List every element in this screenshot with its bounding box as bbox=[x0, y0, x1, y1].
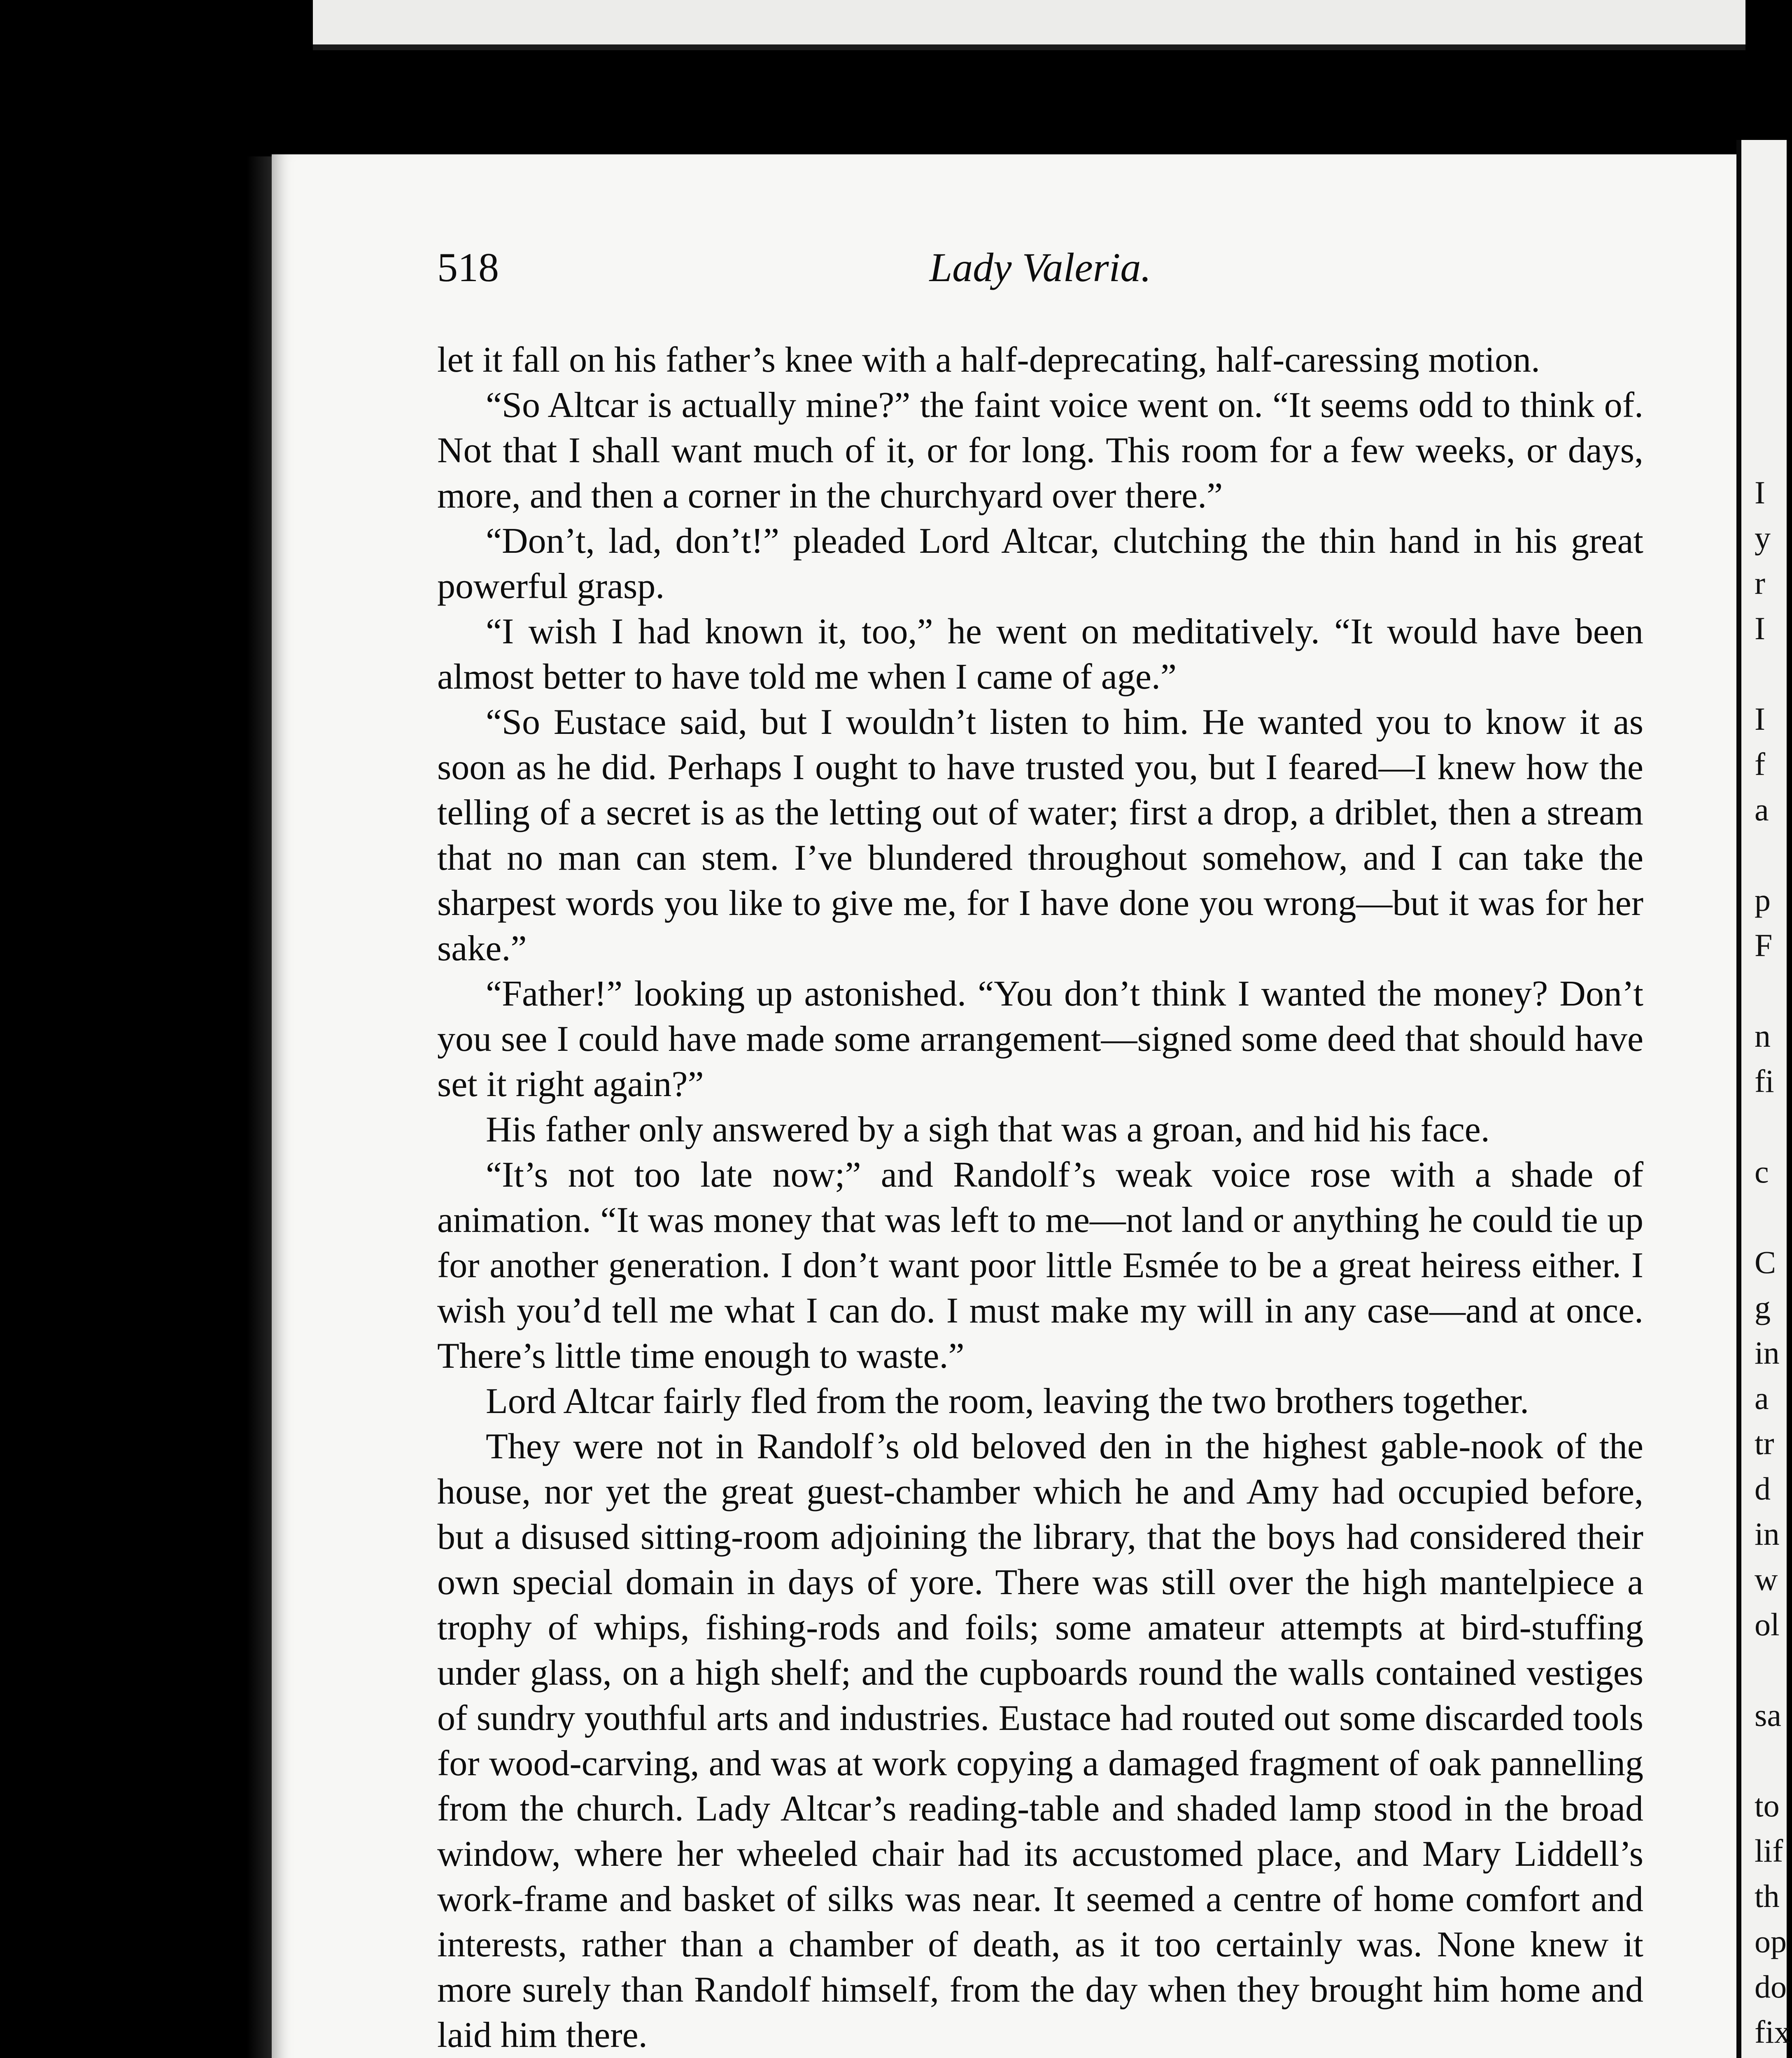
page-edge-top bbox=[313, 44, 1745, 50]
facing-page-fragment: p bbox=[1755, 882, 1771, 918]
facing-page-fragment: I bbox=[1755, 701, 1765, 737]
facing-page-fragment: to bbox=[1755, 1788, 1780, 1823]
facing-page-fragment bbox=[1755, 2055, 1792, 2058]
facing-page-fragment bbox=[1755, 968, 1792, 1013]
facing-page-fragment: d bbox=[1755, 1471, 1771, 1506]
facing-page-fragment: th bbox=[1755, 1878, 1780, 1914]
paragraph: “It’s not too late now;” and Randolf’s weak voice rose with a shade of animation. “It was money that was left to me—not land or anything he could tie up for another generation. I don’t want poor little Esmée to be a great heiress either. I wish you’d tell me what I can do. I must make my will in any case—and at once. There’s little time enough to waste.” bbox=[437, 1155, 1643, 1376]
facing-page-fragment bbox=[1755, 153, 1792, 198]
facing-page-fragment: fi bbox=[1755, 1063, 1774, 1099]
facing-page-fragment: lif bbox=[1755, 1833, 1783, 1869]
facing-page-fragment bbox=[1755, 379, 1792, 425]
running-head bbox=[437, 241, 1643, 294]
facing-page-fragment: a bbox=[1755, 792, 1769, 827]
facing-page-fragment: f bbox=[1755, 746, 1765, 782]
paragraph: “So Altcar is actually mine?” the faint voice went on. “It seems odd to think of. Not that I shall want much of it, or for long. This room for a few weeks, or days, more, and then a corner in the churchyard over there.” bbox=[437, 385, 1643, 516]
paragraph: Lord Altcar fairly fled from the room, leaving the two brothers together. bbox=[486, 1381, 1529, 1421]
paragraph: “I wish I had known it, too,” he went on meditatively. “It would have been almost better to have told me when I came of age.” bbox=[437, 612, 1643, 697]
facing-page-fragment: r bbox=[1755, 565, 1765, 601]
facing-page-fragment bbox=[1755, 425, 1792, 470]
facing-page-fragment: C bbox=[1755, 1244, 1776, 1280]
facing-page-text-fragments bbox=[1755, 153, 1792, 2058]
facing-page-fragment bbox=[1755, 832, 1792, 878]
facing-page-fragment: do bbox=[1755, 1969, 1787, 2004]
paragraph: “Father!” looking up astonished. “You don’t think I wanted the money? Don’t you see I could have made some arrangement—signed some deed that should have set it right again?” bbox=[437, 974, 1643, 1104]
running-title: Lady Valeria. bbox=[929, 244, 1151, 290]
facing-page-fragment: tr bbox=[1755, 1425, 1774, 1461]
facing-page-fragment: I bbox=[1755, 475, 1765, 510]
facing-page-fragment: op bbox=[1755, 1923, 1787, 1959]
previous-page-strip bbox=[313, 0, 1745, 45]
paragraph: “Don’t, lad, don’t!” pleaded Lord Altcar, clutching the thin hand in his great powerful grasp. bbox=[437, 521, 1643, 606]
facing-page-fragment: sa bbox=[1755, 1697, 1781, 1733]
facing-page-fragment: c bbox=[1755, 1154, 1769, 1190]
paragraph: “So Eustace said, but I wouldn’t listen to him. He wanted you to know it as soon as he did. Perhaps I ought to have trusted you, but I feared—I knew how the telling of a secret is as the letting out of water; first a drop, a driblet, then a stream that no man can stem. I’ve blundered throughout somehow, and I can take the sharpest words you like to give me, for I have done you wrong—but it was for her sake.” bbox=[437, 702, 1643, 968]
facing-page-fragment: ol bbox=[1755, 1606, 1780, 1642]
facing-page-fragment bbox=[1755, 1104, 1792, 1149]
facing-page-fragment bbox=[1755, 651, 1792, 696]
facing-page-fragment: w bbox=[1755, 1561, 1778, 1597]
body-text bbox=[437, 338, 1643, 2058]
paragraph: let it fall on his father’s knee with a half-deprecating, half-caressing motion. bbox=[437, 340, 1540, 380]
facing-page-fragment: I bbox=[1755, 610, 1765, 646]
facing-page-fragment: F bbox=[1755, 927, 1773, 963]
facing-page-fragment: fix bbox=[1755, 2014, 1790, 2050]
facing-page-fragment bbox=[1755, 334, 1792, 379]
facing-page-fragment bbox=[1755, 289, 1792, 334]
facing-page-fragment: g bbox=[1755, 1290, 1771, 1325]
paragraph: They were not in Randolf’s old beloved den in the highest gable-nook of the house, nor yet the great guest-chamber which he and Amy had occupied before, but a disused sitting-room adjoining the library, that the boys had considered their own special domain in days of yore. There was still over the high mantelpiece a trophy of whips, fishing-rods and foils; some amateur attempts at bird-stuffing under glass, on a high shelf; and the cupboards round the walls contained vestiges of sundry youthful arts and industries. Eustace had routed out some discarded tools for wood-carving, and was at work copying a damaged fragment of oak pannelling from the church. Lady Altcar’s reading-table and shaded lamp stood in the broad window, where her wheeled chair had its accustomed place, and Mary Liddell’s work-frame and basket of silks was near. It seemed a centre of home comfort and interests, rather than a chamber of death, as it too certainly was. None knew it more surely than Randolf himself, from the day when they brought him home and laid him there. bbox=[437, 1427, 1643, 2055]
facing-page-fragment: a bbox=[1755, 1380, 1769, 1416]
facing-page-fragment bbox=[1755, 198, 1792, 244]
facing-page-fragment bbox=[1755, 1647, 1792, 1692]
facing-page-fragment bbox=[1755, 244, 1792, 289]
facing-page-fragment: in bbox=[1755, 1516, 1780, 1552]
facing-page-fragment: n bbox=[1755, 1018, 1771, 1054]
facing-page-fragment bbox=[1755, 1194, 1792, 1240]
page-number: 518 bbox=[437, 244, 499, 290]
facing-page-fragment: y bbox=[1755, 520, 1771, 556]
facing-page-fragment: in bbox=[1755, 1335, 1780, 1371]
facing-page-fragment bbox=[1755, 1738, 1792, 1783]
paragraph: His father only answered by a sigh that was a groan, and hid his face. bbox=[486, 1110, 1490, 1150]
